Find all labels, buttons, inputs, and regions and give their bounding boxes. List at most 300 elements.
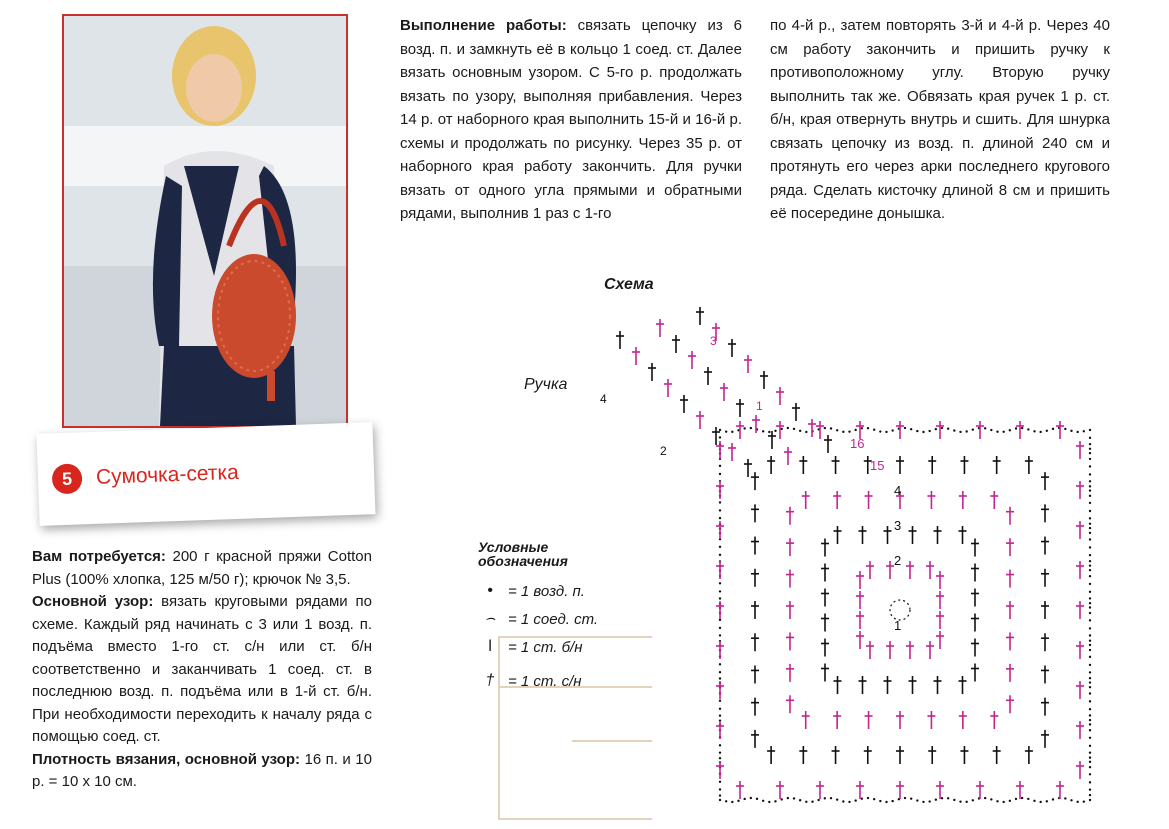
double-crochet-mark — [959, 491, 967, 509]
chain-stitch-mark — [799, 799, 801, 801]
chain-stitch-mark — [719, 788, 721, 790]
chain-stitch-mark — [1089, 569, 1091, 571]
double-crochet-mark — [856, 571, 864, 589]
legend-text-slip: = 1 соед. ст. — [508, 610, 599, 628]
chain-stitch-mark — [1083, 800, 1085, 802]
chain-stitch-mark — [885, 801, 887, 803]
chain-stitch-mark — [996, 800, 998, 802]
handle-row-number-label: 1 — [756, 399, 763, 413]
double-crochet-mark — [656, 319, 664, 337]
chain-stitch-mark — [1064, 428, 1066, 430]
chain-stitch-mark — [719, 700, 721, 702]
double-crochet-mark — [1006, 601, 1014, 619]
main-pattern-text: вязать круговыми рядами по схеме. Каждый ряд начинать с 3 или 1 возд. п. подъёма вместо 1-го ст. с/н или ст. б/н соответственно и заканчивать 1 соед. ст. в последнюю возд. п. подъёма или в 1-й ст. б/н. При необходимости переходить к началу ряда с помощью соед. ст. — [32, 593, 372, 745]
chain-stitch-mark — [990, 429, 992, 431]
double-crochet-mark — [832, 746, 840, 764]
double-crochet-mark — [884, 676, 892, 694]
work-text-part1: связать цепочку из 6 возд. п. и замкнуть её в кольцо 1 соед. ст. Далее вязать основным узором. С 5-го р. продолжать вязать по узору, выполняя прибавления. Через 14 р. от наборного края выполнить 15-й и 16-й р. схемы и продолжать по рисунку. Через 35 р. от наборного края работу закончить. Для ручки вязать от одного угла прямыми и обратными рядами, выполнив 1 раз с 1-го — [400, 17, 742, 222]
double-crochet-mark — [976, 781, 984, 799]
chain-stitch-mark — [1089, 437, 1091, 439]
double-crochet-mark — [816, 421, 824, 439]
chain-stitch-mark — [1089, 564, 1091, 566]
double-crochet-mark — [776, 421, 784, 439]
chain-stitch-mark — [1089, 794, 1091, 796]
legend-row-sc — [478, 638, 582, 656]
double-crochet-mark — [776, 781, 784, 799]
double-crochet-mark — [866, 561, 874, 579]
double-crochet-mark — [909, 676, 917, 694]
double-crochet-mark — [824, 435, 832, 453]
double-crochet-mark — [971, 564, 979, 582]
double-crochet-mark — [821, 664, 829, 682]
handle-row-number-label: 2 — [660, 444, 667, 458]
chain-stitch-mark — [1046, 430, 1048, 432]
chain-stitch-mark — [1089, 560, 1091, 562]
double-crochet-mark — [936, 781, 944, 799]
double-crochet-mark — [928, 746, 936, 764]
double-crochet-mark — [1016, 421, 1024, 439]
chain-stitch-mark — [861, 427, 863, 429]
chain-stitch-mark — [1089, 656, 1091, 658]
legend-text-chain: = 1 возд. п. — [508, 582, 585, 600]
double-crochet-mark — [616, 331, 624, 349]
chain-stitch-mark — [935, 799, 937, 801]
chain-stitch-mark — [805, 801, 807, 803]
double-crochet-mark — [864, 746, 872, 764]
double-crochet-mark — [808, 419, 816, 437]
double-crochet-mark — [786, 695, 794, 713]
chain-stitch-mark — [719, 509, 721, 511]
chain-stitch-mark — [737, 800, 739, 802]
chain-stitch-mark — [1089, 575, 1091, 577]
chain-stitch-mark — [719, 794, 721, 796]
chain-stitch-mark — [1089, 745, 1091, 747]
chain-stitch-mark — [1002, 431, 1004, 433]
double-crochet-mark — [1006, 570, 1014, 588]
chain-stitch-mark — [743, 427, 745, 429]
handle-row-number-label: 4 — [600, 392, 607, 406]
double-crochet-mark — [751, 730, 759, 748]
chain-stitch-mark — [1009, 800, 1011, 802]
double-crochet-mark — [751, 698, 759, 716]
double-crochet-mark — [786, 632, 794, 650]
double-crochet-mark — [959, 711, 967, 729]
double-crochet-mark — [728, 339, 736, 357]
chain-stitch-mark — [805, 431, 807, 433]
double-crochet-mark — [716, 601, 724, 619]
double-crochet-mark — [716, 481, 724, 499]
chain-stitch-mark — [1033, 800, 1035, 802]
double-crochet-mark — [1041, 665, 1049, 683]
chain-stitch-mark — [1070, 430, 1072, 432]
chain-stitch-mark — [743, 798, 745, 800]
chain-stitch-mark — [719, 582, 721, 584]
double-crochet-mark — [792, 403, 800, 421]
double-crochet-mark — [751, 601, 759, 619]
double-crochet-mark — [821, 539, 829, 557]
chain-stitch-mark — [1027, 428, 1029, 430]
materials-text: 200 г красной пряжи Cotton Plus (100% хлопка, 125 м/50 г); крючок № 3,5. — [32, 548, 372, 588]
chain-stitch-mark — [719, 714, 721, 716]
chain-stitch-mark — [719, 590, 721, 592]
double-crochet-mark — [856, 781, 864, 799]
double-crochet-mark — [834, 526, 842, 544]
materials-label: Вам потребуется: — [32, 548, 166, 565]
chain-stitch-mark — [1070, 799, 1072, 801]
chain-stitch-mark — [910, 428, 912, 430]
double-crochet-mark — [736, 781, 744, 799]
double-crochet-mark — [859, 526, 867, 544]
chain-stitch-mark — [965, 430, 967, 432]
chain-stitch-mark — [768, 431, 770, 433]
double-crochet-mark — [720, 383, 728, 401]
double-crochet-mark — [928, 456, 936, 474]
legend — [478, 539, 658, 690]
chain-stitch-mark — [916, 430, 918, 432]
chain-stitch-mark — [861, 798, 863, 800]
double-crochet-mark — [664, 379, 672, 397]
chain-stitch-mark — [1089, 473, 1091, 475]
chain-stitch-mark — [984, 427, 986, 429]
chain-stitch-mark — [725, 800, 727, 802]
double-crochet-mark — [866, 641, 874, 659]
chain-stitch-mark — [879, 800, 881, 802]
double-crochet-mark — [680, 395, 688, 413]
chain-stitch-mark — [1089, 634, 1091, 636]
chain-stitch-mark — [1089, 640, 1091, 642]
legend-box — [498, 636, 652, 820]
double-crochet-mark — [712, 427, 720, 445]
chain-stitch-mark — [1089, 649, 1091, 651]
chain-stitch-mark — [756, 798, 758, 800]
work-text-part2: по 4-й р., затем повторять 3-й и 4-й р. Через 40 см работу закончить и пришить ручку к противоположному углу. Вторую ручку выполнить так же. Обвязать края ручек 1 р. ст. б/н, края отвернуть внутрь и сшить. Для шнурка связать цепочку из возд. п. длиной 240 см и протянуть его через арки последнего кругового ряда. Сделать кисточку длиной 8 см и пришить её посередине донышка. — [770, 17, 1110, 222]
chain-stitch-mark — [1089, 465, 1091, 467]
chain-stitch-mark — [1002, 801, 1004, 803]
chain-stitch-mark — [959, 431, 961, 433]
double-crochet-mark — [936, 421, 944, 439]
chain-stitch-mark — [959, 800, 961, 802]
chain-stitch-mark — [762, 430, 764, 432]
chain-stitch-mark — [1039, 801, 1041, 803]
chain-stitch-mark — [1089, 606, 1091, 608]
product-photo — [62, 14, 348, 428]
chain-stitch-mark — [774, 800, 776, 802]
chain-stitch-mark — [1089, 751, 1091, 753]
chain-stitch-mark — [984, 797, 986, 799]
chain-stitch-mark — [1089, 527, 1091, 529]
chain-stitch-mark — [972, 799, 974, 801]
chain-stitch-mark — [1033, 430, 1035, 432]
item-title: Сумочка-сетка — [95, 460, 240, 489]
chain-stitch-mark — [1089, 799, 1091, 801]
double-crochet-mark — [934, 676, 942, 694]
handle-label: Ручка — [524, 376, 568, 393]
double-crochet-mark — [833, 491, 841, 509]
double-crochet-mark — [1041, 698, 1049, 716]
double-crochet-mark — [971, 539, 979, 557]
chain-stitch-mark — [1089, 532, 1091, 534]
double-crochet-mark — [1076, 681, 1084, 699]
chain-stitch-mark — [1089, 612, 1091, 614]
double-crochet-mark — [648, 363, 656, 381]
chain-stitch-icon: • — [487, 582, 493, 599]
chain-stitch-mark — [836, 798, 838, 800]
chain-stitch-mark — [848, 801, 850, 803]
double-crochet-mark — [856, 591, 864, 609]
double-crochet-icon: † — [485, 672, 495, 689]
double-crochet-mark — [1076, 521, 1084, 539]
double-crochet-mark — [926, 641, 934, 659]
double-crochet-mark — [821, 589, 829, 607]
double-crochet-mark — [716, 681, 724, 699]
gauge-text: 16 п. и 10 р. = 10 х 10 см. — [32, 750, 372, 790]
double-crochet-mark — [896, 456, 904, 474]
double-crochet-mark — [716, 441, 724, 459]
chain-stitch-mark — [1015, 798, 1017, 800]
chain-stitch-mark — [1089, 597, 1091, 599]
double-crochet-mark — [1025, 456, 1033, 474]
double-crochet-mark — [927, 711, 935, 729]
chain-stitch-mark — [842, 800, 844, 802]
row-number-label: 1 — [894, 618, 902, 633]
chain-stitch-mark — [1089, 644, 1091, 646]
double-crochet-mark — [786, 664, 794, 682]
chain-stitch-mark — [891, 800, 893, 802]
double-crochet-mark — [1041, 633, 1049, 651]
chain-stitch-mark — [1089, 773, 1091, 775]
double-crochet-mark — [896, 746, 904, 764]
chain-stitch-mark — [1089, 619, 1091, 621]
double-crochet-mark — [906, 561, 914, 579]
chain-stitch-mark — [947, 428, 949, 430]
chain-stitch-mark — [1064, 797, 1066, 799]
chain-stitch-mark — [947, 797, 949, 799]
chain-stitch-mark — [1089, 761, 1091, 763]
double-crochet-mark — [1041, 569, 1049, 587]
chain-stitch-mark — [830, 797, 832, 799]
chain-stitch-mark — [1089, 729, 1091, 731]
chain-stitch-mark — [1076, 431, 1078, 433]
chain-stitch-mark — [811, 801, 813, 803]
chain-stitch-mark — [1052, 798, 1054, 800]
chain-stitch-mark — [910, 797, 912, 799]
chain-stitch-mark — [1083, 430, 1085, 432]
chain-stitch-mark — [780, 428, 782, 430]
chain-stitch-mark — [750, 427, 752, 429]
chain-stitch-mark — [719, 634, 721, 636]
legend-title-line2: обозначения — [478, 553, 568, 569]
crochet-diagram — [590, 300, 1110, 820]
legend-text-sc: = 1 ст. б/н — [508, 638, 583, 656]
double-crochet-mark — [1006, 632, 1014, 650]
double-crochet-mark — [1076, 601, 1084, 619]
double-crochet-mark — [751, 472, 759, 490]
double-crochet-mark — [971, 589, 979, 607]
chain-stitch-mark — [941, 427, 943, 429]
chain-stitch-mark — [719, 744, 721, 746]
double-crochet-mark — [786, 601, 794, 619]
double-crochet-mark — [716, 561, 724, 579]
legend-title-line1: Условные — [478, 539, 549, 555]
double-crochet-mark — [799, 746, 807, 764]
chain-stitch-mark — [996, 431, 998, 433]
double-crochet-mark — [1006, 695, 1014, 713]
chain-stitch-mark — [922, 801, 924, 803]
double-crochet-mark — [716, 641, 724, 659]
chain-stitch-mark — [953, 799, 955, 801]
chain-stitch-mark — [719, 473, 721, 475]
double-crochet-mark — [1025, 746, 1033, 764]
double-crochet-mark — [1006, 664, 1014, 682]
double-crochet-mark — [927, 491, 935, 509]
double-crochet-mark — [993, 746, 1001, 764]
chain-stitch-mark — [935, 428, 937, 430]
chain-stitch-mark — [1021, 427, 1023, 429]
double-crochet-mark — [1076, 641, 1084, 659]
double-crochet-mark — [971, 614, 979, 632]
double-crochet-mark — [909, 526, 917, 544]
instructions-column-2 — [770, 14, 1110, 226]
double-crochet-mark — [716, 761, 724, 779]
chain-stitch-mark — [1089, 443, 1091, 445]
chain-stitch-mark — [793, 797, 795, 799]
double-crochet-mark — [856, 631, 864, 649]
double-crochet-mark — [1076, 761, 1084, 779]
chain-stitch-mark — [1089, 554, 1091, 556]
chain-stitch-mark — [719, 517, 721, 519]
chain-stitch-mark — [780, 798, 782, 800]
double-crochet-mark — [767, 746, 775, 764]
chain-stitch-mark — [873, 429, 875, 431]
chain-stitch-mark — [1089, 523, 1091, 525]
chain-stitch-mark — [965, 801, 967, 803]
double-crochet-mark — [802, 711, 810, 729]
double-crochet-mark — [906, 641, 914, 659]
chain-stitch-mark — [1089, 489, 1091, 491]
double-crochet-mark — [1041, 537, 1049, 555]
chain-stitch-mark — [1039, 431, 1041, 433]
double-crochet-mark — [1076, 561, 1084, 579]
chain-stitch-mark — [731, 431, 733, 433]
double-crochet-mark — [833, 711, 841, 729]
chain-stitch-mark — [817, 799, 819, 801]
chain-stitch-mark — [799, 430, 801, 432]
chain-stitch-mark — [824, 427, 826, 429]
magic-ring-mark — [890, 600, 910, 620]
chain-stitch-mark — [1089, 781, 1091, 783]
double-crochet-mark — [821, 639, 829, 657]
title-card — [36, 422, 375, 526]
double-crochet-mark — [865, 711, 873, 729]
chain-stitch-mark — [1089, 700, 1091, 702]
chain-stitch-mark — [904, 797, 906, 799]
double-crochet-mark — [859, 676, 867, 694]
chain-stitch-mark — [1089, 686, 1091, 688]
double-crochet-mark — [799, 456, 807, 474]
legend-row-slip — [478, 610, 598, 628]
row-number-label: 16 — [850, 436, 865, 451]
double-crochet-mark — [936, 571, 944, 589]
double-crochet-mark — [696, 307, 704, 325]
chain-stitch-mark — [879, 430, 881, 432]
chain-stitch-mark — [787, 797, 789, 799]
double-crochet-mark — [1016, 781, 1024, 799]
double-crochet-mark — [959, 526, 967, 544]
legend-row-chain — [478, 582, 585, 600]
double-crochet-mark — [751, 504, 759, 522]
double-crochet-mark — [751, 633, 759, 651]
chain-stitch-mark — [1089, 602, 1091, 604]
chain-stitch-mark — [891, 429, 893, 431]
chain-stitch-mark — [1089, 452, 1091, 454]
chain-stitch-mark — [867, 797, 869, 799]
chain-stitch-mark — [873, 798, 875, 800]
chain-stitch-mark — [719, 751, 721, 753]
double-crochet-mark — [896, 711, 904, 729]
chain-stitch-mark — [719, 465, 721, 467]
chain-stitch-mark — [1089, 671, 1091, 673]
handle-row-number-label: 3 — [710, 334, 717, 348]
chain-stitch-mark — [719, 671, 721, 673]
double-crochet-mark — [936, 631, 944, 649]
chain-stitch-mark — [719, 757, 721, 759]
chain-stitch-mark — [1089, 485, 1091, 487]
single-crochet-icon: ǀ — [487, 638, 493, 655]
chain-stitch-mark — [1089, 664, 1091, 666]
chain-stitch-mark — [719, 799, 721, 801]
chain-stitch-mark — [731, 801, 733, 803]
chain-stitch-mark — [1021, 797, 1023, 799]
double-crochet-mark — [834, 676, 842, 694]
double-crochet-mark — [934, 526, 942, 544]
chain-stitch-mark — [1089, 756, 1091, 758]
chain-stitch-mark — [885, 431, 887, 433]
double-crochet-mark — [886, 641, 894, 659]
chain-stitch-mark — [719, 436, 721, 438]
double-crochet-mark — [786, 570, 794, 588]
row-number-label: 2 — [894, 553, 902, 568]
double-crochet-mark — [936, 591, 944, 609]
slip-stitch-icon: ⌢ — [484, 610, 496, 627]
double-crochet-mark — [751, 537, 759, 555]
chain-stitch-mark — [1089, 448, 1091, 450]
chain-stitch-mark — [854, 429, 856, 431]
chain-stitch-mark — [928, 430, 930, 432]
work-label: Выполнение работы: — [400, 17, 567, 34]
double-crochet-mark — [736, 421, 744, 439]
double-crochet-mark — [936, 611, 944, 629]
chain-stitch-mark — [830, 427, 832, 429]
double-crochet-mark — [1056, 421, 1064, 439]
chain-stitch-mark — [1089, 788, 1091, 790]
chain-stitch-mark — [1089, 517, 1091, 519]
chain-stitch-mark — [1089, 627, 1091, 629]
double-crochet-mark — [786, 507, 794, 525]
chain-stitch-mark — [941, 797, 943, 799]
double-crochet-mark — [856, 611, 864, 629]
row-number-label: 3 — [894, 518, 902, 533]
chain-stitch-mark — [719, 677, 721, 679]
chain-stitch-mark — [725, 430, 727, 432]
double-crochet-mark — [688, 351, 696, 369]
chain-stitch-mark — [836, 429, 838, 431]
chain-stitch-mark — [1052, 428, 1054, 430]
chain-stitch-mark — [719, 663, 721, 665]
double-crochet-mark — [696, 411, 704, 429]
chain-stitch-mark — [928, 800, 930, 802]
double-crochet-mark — [926, 561, 934, 579]
double-crochet-mark — [704, 367, 712, 385]
